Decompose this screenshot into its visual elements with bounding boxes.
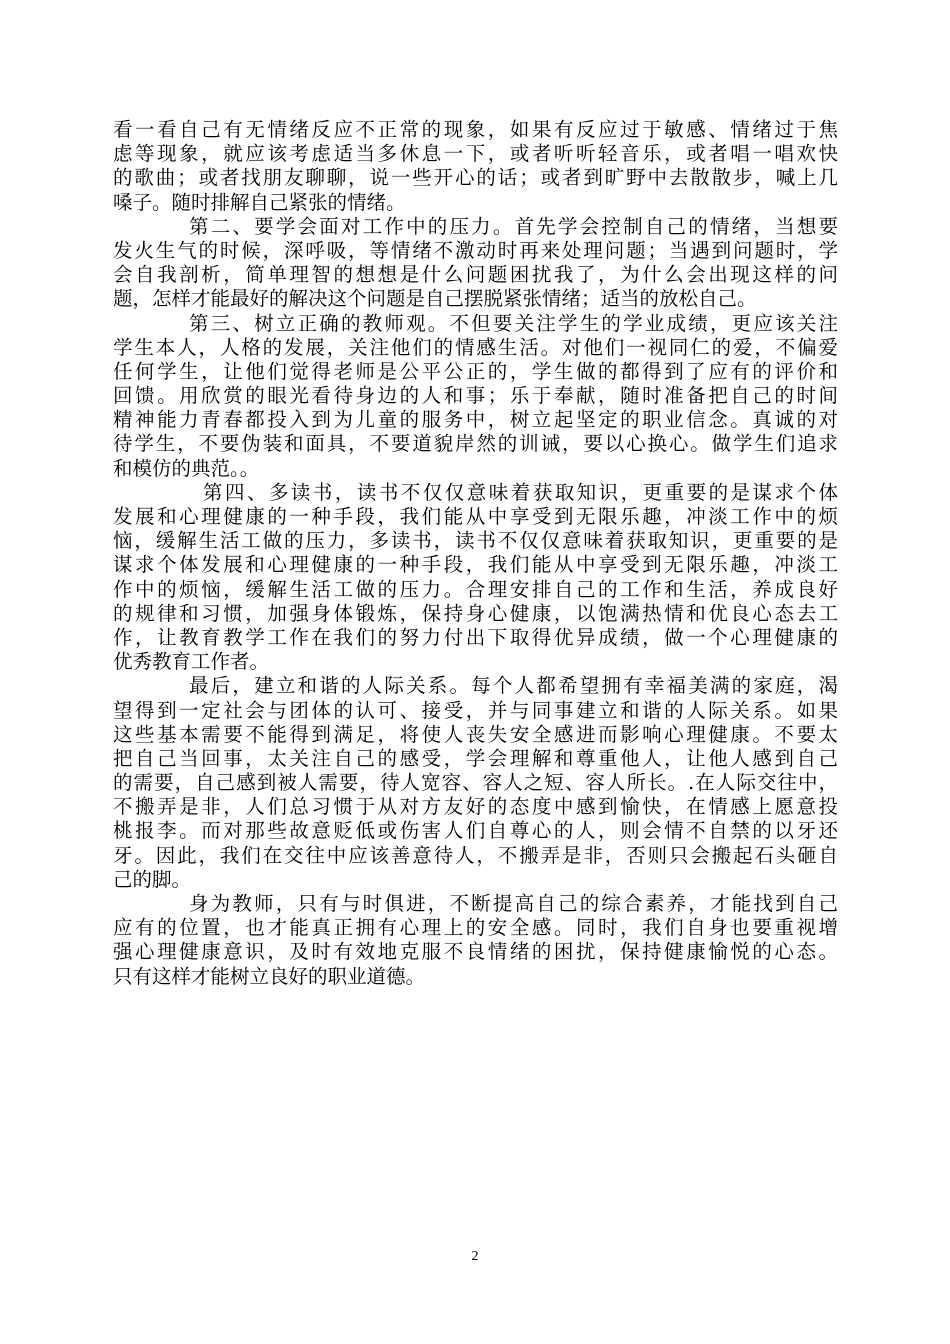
text-line: 作，让教育教学工作在我们的努力付出下取得优异成绩，做一个心理健康的 xyxy=(113,625,838,649)
text-line: 待学生，不要伪装和面具，不要道貌岸然的训诫，要以心换心。做学生们追求 xyxy=(113,432,838,456)
paragraph-first-line: 最后，建立和谐的人际关系。每个人都希望拥有幸福美满的家庭，渴 xyxy=(189,674,838,698)
text-line: 的需要，自己感到被人需要，待人宽容、容人之短、容人所长。.在人际交往中， xyxy=(113,771,838,795)
text-line: 强心理健康意识，及时有效地克服不良情绪的困扰，保持健康愉悦的心态。 xyxy=(113,940,838,964)
text-line: 的歌曲；或者找朋友聊聊，说一些开心的话；或者到旷野中去散散步，喊上几 xyxy=(113,166,838,190)
text-line: 优秀教育工作者。 xyxy=(113,650,270,674)
text-line: 精神能力青春都投入到为儿童的服务中，树立起坚定的职业信念。真诚的对 xyxy=(113,408,838,432)
text-line: 谋求个体发展和心理健康的一种手段，我们能从中享受到无限乐趣，冲淡工 xyxy=(113,553,838,577)
text-line: 看一看自己有无情绪反应不正常的现象，如果有反应过于敏感、情绪过于焦 xyxy=(113,118,838,141)
paragraph-first-line: 第三、树立正确的教师观。不但要关注学生的学业成绩，更应该关注 xyxy=(189,311,838,335)
text-line: 把自己当回事，太关注自己的感受，学会理解和尊重他人，让他人感到自己 xyxy=(113,746,838,770)
text-line: 和模仿的典范。。 xyxy=(113,456,260,480)
text-line: 发火生气的时候，深呼吸，等情绪不激动时再来处理问题；当遇到问题时，学 xyxy=(113,238,838,262)
text-line: 望得到一定社会与团体的认可、接受，并与同事建立和谐的人际关系。如果 xyxy=(113,698,838,722)
text-line: 恼，缓解生活工做的压力，多读书，读书不仅仅意味着获取知识，更重要的是 xyxy=(113,529,838,553)
text-line: 这些基本需要不能得到满足，将使人丧失安全感进而影响心理健康。不要太 xyxy=(113,722,838,746)
document-body xyxy=(113,118,838,989)
paragraph-first-line: 身为教师，只有与时俱进，不断提高自己的综合素养，才能找到自己 xyxy=(189,892,838,915)
text-line: 只有这样才能树立良好的职业道德。 xyxy=(113,964,426,988)
text-line: 的规律和习惯，加强身体锻炼，保持身心健康，以饱满热情和优良心态去工 xyxy=(113,601,838,625)
text-line: 任何学生，让他们觉得老师是公平公正的，学生做的都得到了应有的评价和 xyxy=(113,359,838,383)
text-line: 回馈。用欣赏的眼光看待身边的人和事；乐于奉献，随时准备把自己的时间 xyxy=(113,384,838,408)
text-line: 学生本人，人格的发展，关注他们的情感生活。对他们一视同仁的爱，不偏爱 xyxy=(113,335,838,359)
paragraph-first-line: 第二、要学会面对工作中的压力。首先学会控制自己的情绪，当想要 xyxy=(189,214,838,238)
text-line: 嗓子。随时排解自己紧张的情绪。 xyxy=(113,190,406,214)
text-line: 题，怎样才能最好的解决这个问题是自己摆脱紧张情绪；适当的放松自己。 xyxy=(113,287,757,311)
text-line: 应有的位置，也才能真正拥有心理上的安全感。同时，我们自身也要重视增 xyxy=(113,916,838,940)
text-line: 发展和心理健康的一种手段，我们能从中享受到无限乐趣，冲淡工作中的烦 xyxy=(113,505,838,528)
text-line: 己的脚。 xyxy=(113,867,192,891)
text-line: 不搬弄是非，人们总习惯于从对方友好的态度中感到愉快，在情感上愿意投 xyxy=(113,795,838,819)
page-number: 2 xyxy=(471,1249,479,1264)
text-line: 虑等现象，就应该考虑适当多休息一下，或者听听轻音乐，或者唱一唱欢快 xyxy=(113,142,838,166)
text-line: 桃报李。而对那些故意贬低或伤害人们自尊心的人，则会情不自禁的以牙还 xyxy=(113,819,838,843)
text-line: 牙。因此，我们在交往中应该善意待人，不搬弄是非，否则只会搬起石头砸自 xyxy=(113,843,838,867)
text-line: 作中的烦恼，缓解生活工做的压力。合理安排自己的工作和生活，养成良好 xyxy=(113,577,838,601)
paragraph-first-line: 第四、多读书，读书不仅仅意味着获取知识，更重要的是谋求个体 xyxy=(203,480,838,504)
text-line: 会自我剖析，简单理智的想想是什么问题困扰我了，为什么会出现这样的问 xyxy=(113,263,838,287)
